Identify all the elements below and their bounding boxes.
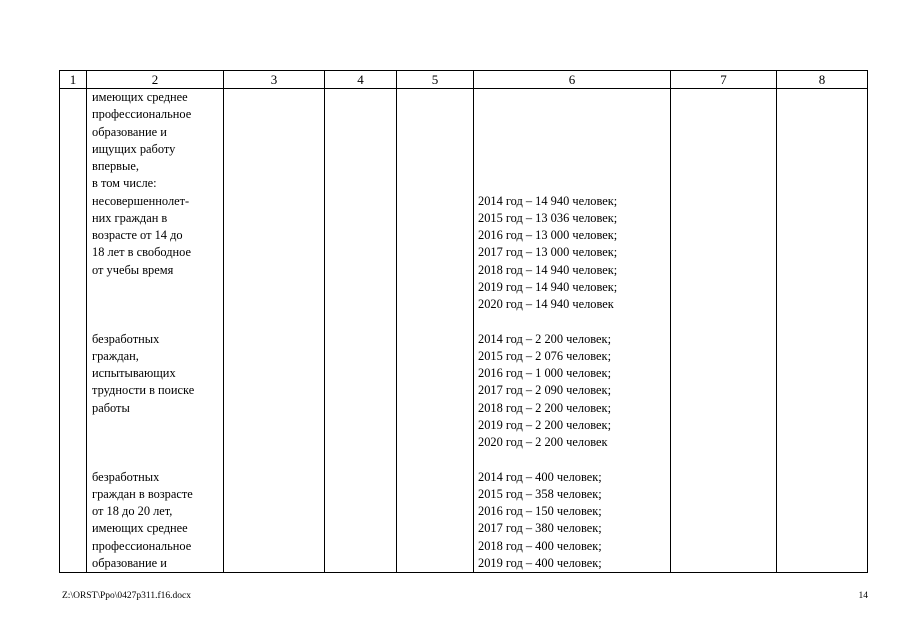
description-line: имеющих среднее — [92, 521, 188, 536]
blank-line — [478, 175, 670, 192]
description-line: профессиональное — [92, 538, 192, 553]
blank-line — [478, 124, 670, 141]
description-line: безработных — [92, 469, 160, 484]
cell-col-7 — [671, 89, 777, 573]
blank-line — [478, 158, 670, 175]
target-value-line: 2017 год – 13 000 человек; — [478, 245, 618, 260]
cell-col-2-description — [87, 89, 224, 573]
target-value-line: 2016 год – 1 000 человек; — [478, 366, 612, 380]
blank-line — [92, 417, 221, 434]
target-value-line: 2020 год – 14 940 человек — [478, 297, 614, 311]
column-header-8: 8 — [777, 71, 868, 89]
description-line: граждан в возрасте — [92, 486, 193, 501]
blank-line — [92, 296, 221, 313]
description-line: испытывающих — [92, 366, 176, 380]
target-value-line: 2015 год – 358 человек; — [478, 486, 602, 501]
column-header-1: 1 — [60, 71, 87, 89]
cell-col-4 — [325, 89, 397, 573]
target-value-line: 2015 год – 2 076 человек; — [478, 348, 612, 363]
cell-col-6-targets — [474, 89, 671, 573]
cell-col-8 — [777, 89, 868, 573]
column-header-5: 5 — [397, 71, 474, 89]
target-value-line: 2019 год – 14 940 человек; — [478, 279, 618, 294]
target-value-line: 2015 год – 13 036 человек; — [478, 210, 618, 225]
target-value-line: 2016 год – 13 000 человек; — [478, 228, 618, 242]
blank-line — [478, 451, 670, 468]
target-value-line: 2017 год – 380 человек; — [478, 521, 602, 536]
description-line: возрасте от 14 до — [92, 228, 183, 242]
blank-line — [92, 434, 221, 451]
blank-line — [478, 106, 670, 123]
target-value-line: 2014 год – 400 человек; — [478, 469, 602, 484]
data-table — [59, 70, 868, 573]
description-line: ищущих работу — [92, 141, 176, 156]
target-value-line: 2020 год – 2 200 человек — [478, 435, 608, 449]
description-line: профессиональное — [92, 107, 192, 122]
description-line: от учебы время — [92, 262, 174, 277]
target-value-line: 2018 год – 2 200 человек; — [478, 400, 612, 415]
footer-page-number: 14 — [858, 591, 868, 601]
target-value-line: 2014 год – 14 940 человек; — [478, 193, 618, 208]
target-value-line: 2019 год – 2 200 человек; — [478, 417, 612, 432]
description-line: впервые, — [92, 159, 139, 173]
blank-line — [478, 313, 670, 330]
description-line: трудности в поиске — [92, 383, 195, 398]
target-value-line: 2016 год – 150 человек; — [478, 504, 602, 518]
blank-line — [478, 89, 670, 106]
column-header-7: 7 — [671, 71, 777, 89]
column-header-6: 6 — [474, 71, 671, 89]
target-value-line: 2017 год – 2 090 человек; — [478, 383, 612, 398]
cell-col-1 — [60, 89, 87, 573]
footer-file-path: Z:\ORST\Ppo\0427p311.f16.docx — [62, 591, 191, 601]
description-line: 18 лет в свободное — [92, 245, 192, 260]
description-line: имеющих среднее — [92, 90, 188, 104]
header-row — [60, 71, 868, 89]
blank-line — [92, 279, 221, 296]
description-line: образование и — [92, 124, 167, 139]
cell-col-3 — [224, 89, 325, 573]
blank-line — [92, 313, 221, 330]
description-line: образование и — [92, 555, 167, 570]
description-line: работы — [92, 400, 130, 415]
table-row — [60, 89, 868, 573]
description-line: безработных — [92, 331, 160, 346]
description-line: в том числе: — [92, 176, 157, 191]
column-header-4: 4 — [325, 71, 397, 89]
target-value-line: 2018 год – 400 человек; — [478, 538, 602, 553]
column-header-2: 2 — [87, 71, 224, 89]
description-line: них граждан в — [92, 210, 168, 225]
blank-line — [478, 141, 670, 158]
cell-col-5 — [397, 89, 474, 573]
target-value-line: 2019 год – 400 человек; — [478, 555, 602, 570]
target-value-line: 2014 год – 2 200 человек; — [478, 331, 612, 346]
target-value-line: 2018 год – 14 940 человек; — [478, 262, 618, 277]
description-line: граждан, — [92, 348, 139, 363]
column-header-3: 3 — [224, 71, 325, 89]
blank-line — [92, 451, 221, 468]
description-line: от 18 до 20 лет, — [92, 504, 173, 518]
description-line: несовершеннолет- — [92, 193, 190, 208]
